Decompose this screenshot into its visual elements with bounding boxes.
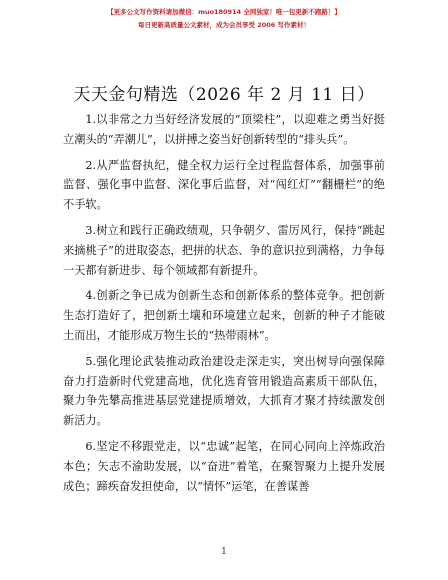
- document-body: [63, 110, 385, 502]
- promo-banner: [0, 6, 448, 32]
- paragraph-1: 1.以非常之力当好经济发展的“顶梁柱”，以迎难之勇当好挺立潮头的“弄潮儿”，以拼搏之姿当好创新转型的“排头兵”。: [63, 113, 385, 146]
- promo-banner-line-1: 【更多公文写作资料请加微信：muo180914 全网独家！唯一包更新不跑路！】: [107, 8, 341, 16]
- paragraph-6: 6.坚定不移跟党走，以“忠诚”起笔，在同心同向上淬炼政治本色；矢志不渝助发展，以“奋进”着笔，在聚智聚力上提升发展成色；蹄疾奋发担使命，以“情怀”运笔，在善谋善: [63, 439, 385, 493]
- promo-banner-line-2: 每日更新高质量公文素材，成为会员享受 2006 写作素材！: [137, 21, 311, 29]
- document-title: 天天金句精选（2026 年 2 月 11 日）: [73, 85, 375, 105]
- paragraph-5: 5.强化理论武装推动政治建设走深走实，突出树导向强保障奋力打造新时代党建高地，优化选育管用锻造高素质干部队伍，聚力争先攀高推进基层党建提质增效，大抓育才聚才持续激发创新活力。: [63, 354, 385, 428]
- page-number: 1: [221, 547, 227, 557]
- paragraph-2: 2.从严监督执纪，健全权力运行全过程监督体系，加强事前监督、强化事中监督、深化事后监督，对“闯红灯”“翻栅栏”的绝不手软。: [63, 158, 385, 212]
- paragraph-4: 4.创新之争已成为创新生态和创新体系的整体竞争。把创新生态打造好了，把创新土壤和环境建立起来，创新的种子才能破土而出，才能形成万物生长的“热带雨林”。: [63, 289, 385, 342]
- paragraph-3: 3.树立和践行正确政绩观，只争朝夕、雷厉风行，保持“跳起来摘桃子”的进取姿态，把拼的状态、争的意识拉到满格，力争每一天都有新进步、每个领域都有新提升。: [63, 223, 385, 277]
